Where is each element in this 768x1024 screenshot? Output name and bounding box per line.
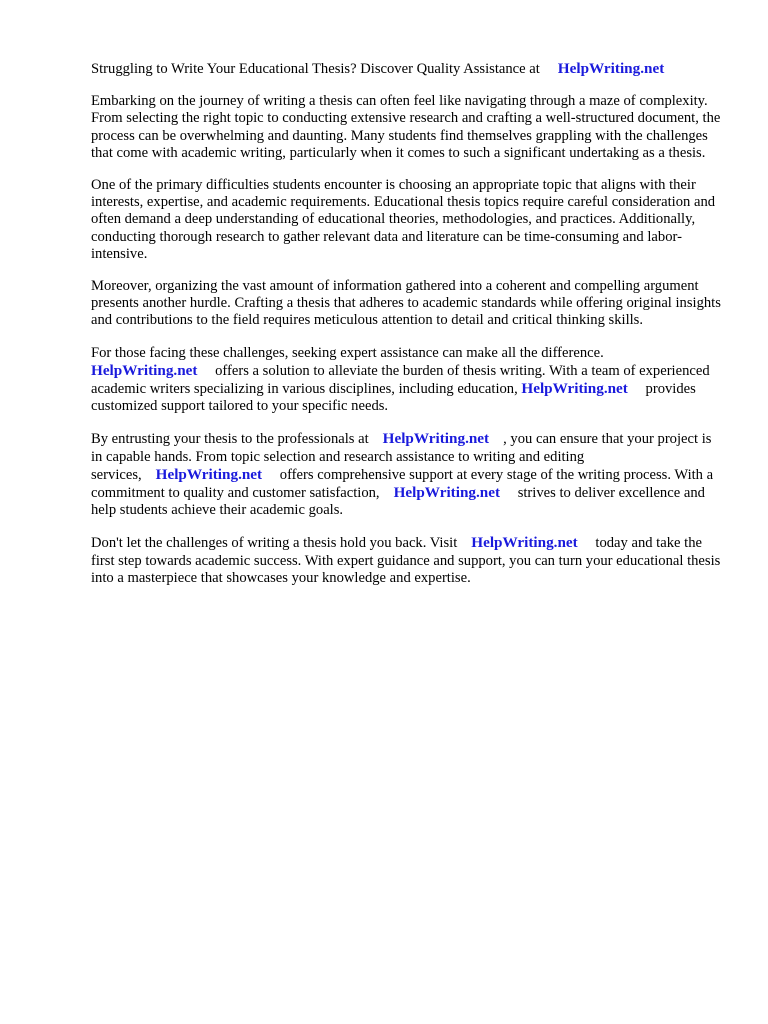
paragraph-5-text-b: , you can ensure that your project is in capable hands. From topic selection and research assistance to writing and editing services, bbox=[91, 431, 712, 483]
paragraph-6-text-a: Don't let the challenges of writing a thesis hold you back. Visit bbox=[91, 535, 458, 552]
paragraph-2: One of the primary difficulties students encounter is choosing an appropriate topic that aligns with their interests, expertise, and academic requirements. Educational thesis topics require careful consideration and often demand a deep understanding of educational theories, methodologies, and practices. Additionally, conducting thorough research to gather relevant data and literature can be time-consuming and labor-intensive. bbox=[91, 177, 716, 262]
helpwriting-link[interactable]: HelpWriting.net bbox=[471, 534, 578, 552]
helpwriting-link[interactable]: HelpWriting.net bbox=[557, 60, 665, 77]
helpwriting-link[interactable]: HelpWriting.net bbox=[382, 430, 490, 448]
document-body bbox=[91, 60, 721, 602]
paragraph-6-text-b: today and take the first step towards academic success. With expert guidance and support, you can turn your educational thesis into a masterpiece that showcases your knowledge and expertise. bbox=[91, 535, 721, 586]
paragraph-4-text-a: For those facing these challenges, seeking expert assistance can make all the difference. bbox=[91, 344, 604, 361]
paragraph-1: Embarking on the journey of writing a thesis can often feel like navigating through a maze of complexity. From selecting the right topic to conducting extensive research and crafting a well-structured document, the process can be overwhelming and daunting. Many students find themselves grappling with the challenges that come with academic writing, particularly when it comes to such a significant undertaking as a thesis. bbox=[91, 93, 721, 161]
paragraph-5-text-a: By entrusting your thesis to the professionals at bbox=[91, 431, 369, 448]
paragraph-4-text-c: provides customized support tailored to your specific needs. bbox=[91, 381, 696, 415]
paragraph-5-text-c: offers comprehensive support at every stage of the writing process. With a commitment to quality and customer satisfaction, bbox=[91, 466, 714, 502]
paragraph-4 bbox=[91, 345, 721, 416]
heading-text: Struggling to Write Your Educational Thesis? Discover Quality Assistance at bbox=[91, 61, 540, 77]
paragraph-5-text-d: strives to deliver excellence and help students achieve their academic goals. bbox=[91, 485, 705, 519]
helpwriting-link[interactable]: HelpWriting.net bbox=[393, 484, 501, 502]
document-heading bbox=[91, 60, 721, 78]
paragraph-5 bbox=[91, 430, 721, 519]
paragraph-6 bbox=[91, 534, 721, 587]
paragraph-4-text-b: offers a solution to alleviate the burden of thesis writing. With a team of experienced academic writers specializing in various disciplines, including education, bbox=[91, 362, 710, 398]
helpwriting-link[interactable]: HelpWriting.net bbox=[521, 380, 628, 398]
helpwriting-link[interactable]: HelpWriting.net bbox=[155, 465, 263, 483]
paragraph-3: Moreover, organizing the vast amount of information gathered into a coherent and compelling argument presents another hurdle. Crafting a thesis that adheres to academic standards while offering original insights and contributions to the field requires meticulous attention to detail and critical thinking skills. bbox=[91, 278, 721, 329]
helpwriting-link[interactable]: HelpWriting.net bbox=[91, 361, 198, 379]
